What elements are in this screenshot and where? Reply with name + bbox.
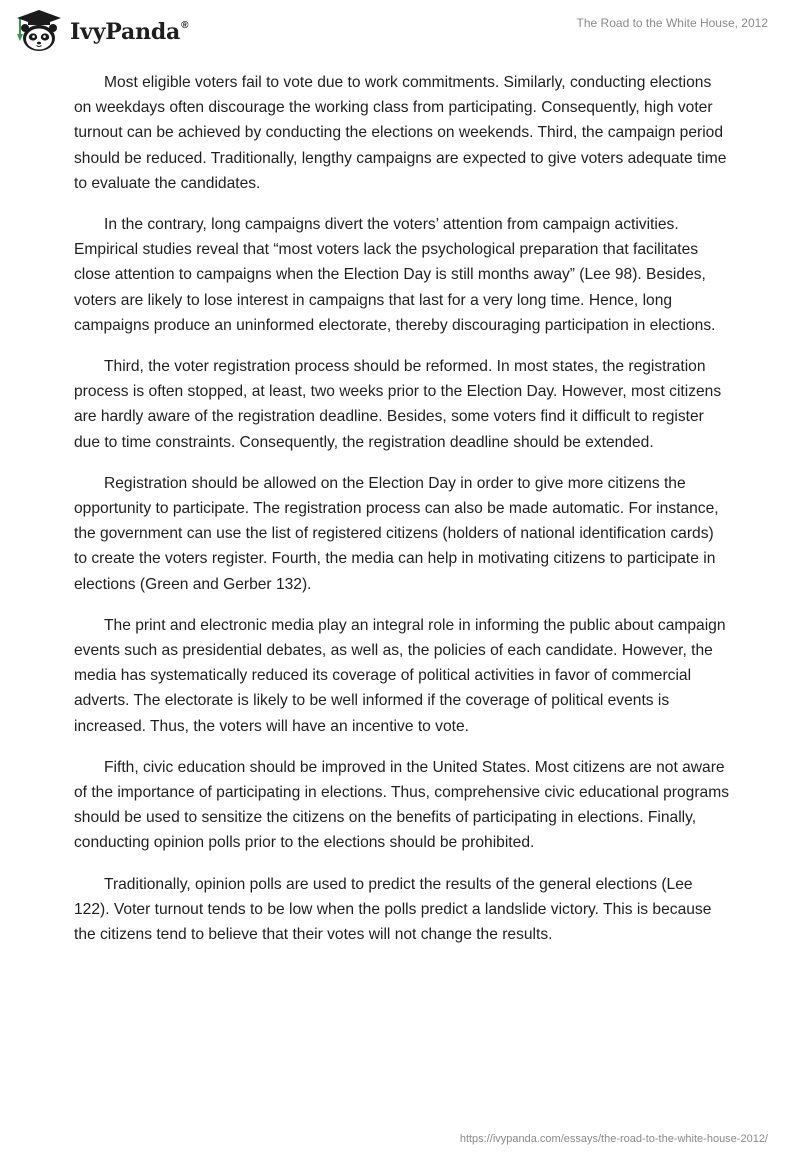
paragraph: In the contrary, long campaigns divert the voters’ attention from campaign activities. Empirical studies reveal that “most voters lack the psychological preparation that facilitates close attention to campaigns when the Election Day is still months away” (Lee 98). Besides, voters are likely to lose interest in campaigns that last for a very long time. Hence, long campaigns produce an uninformed electorate, thereby discouraging participation in elections. <box>74 216 716 334</box>
paragraph: Traditionally, opinion polls are used to predict the results of the general elections (Lee 122). Voter turnout tends to be low when the polls predict a landslide victory. This is because the citizens tend to believe that their votes will not change the results. <box>74 875 712 944</box>
brand-name <box>70 19 188 45</box>
panda-graduation-cap-logo-icon <box>14 8 64 54</box>
paragraph: Fifth, civic education should be improved in the United States. Most citizens are not aware of the importance of participating in elections. Thus, comprehensive civic educational programs should be used to sensitize the citizens on the benefits of participating in elections. Finally, conducting opinion polls prior to the elections should be prohibited. <box>74 758 729 852</box>
source-url-link[interactable]: https://ivypanda.com/essays/the-road-to-the-white-house-2012/ <box>459 1133 768 1145</box>
brand-name-text: IvyPanda <box>70 19 181 45</box>
registered-mark: ® <box>181 19 189 31</box>
page-header <box>0 0 800 60</box>
paragraph: Registration should be allowed on the Election Day in order to give more citizens the opportunity to participate. The registration process can also be made automatic. For instance, the government can use the list of registered citizens (holders of national identification cards) to create the voters register. Fourth, the media can help in motivating citizens to participate in elections (Green and Gerber 132). <box>74 474 719 593</box>
brand-logo[interactable] <box>14 8 188 54</box>
paragraph: Third, the voter registration process should be reformed. In most states, the registration process is often stopped, at least, two weeks prior to the Election Day. However, most citizens are hardly aware of the registration deadline. Besides, some voters find it difficult to register due to time constraints. Consequently, the registration deadline should be extended. <box>74 358 722 451</box>
essay-body <box>74 70 730 963</box>
document-title: The Road to the White House, 2012 <box>576 16 768 30</box>
paragraph: The print and electronic media play an integral role in informing the public about campaign events such as presidential debates, as well as, the policies of each candidate. However, the media has systematically reduced its coverage of political activities in favor of commercial adverts. The electorate is likely to be well informed if the coverage of political events is increased. Thus, the voters will have an incentive to vote. <box>74 616 726 735</box>
paragraph: Most eligible voters fail to vote due to work commitments. Similarly, conducting elections on weekdays often discourage the working class from participating. Consequently, high voter turnout can be achieved by conducting the elections on weekends. Third, the campaign period should be reduced. Traditionally, lengthy campaigns are expected to give voters adequate time to evaluate the candidates. <box>74 74 727 192</box>
